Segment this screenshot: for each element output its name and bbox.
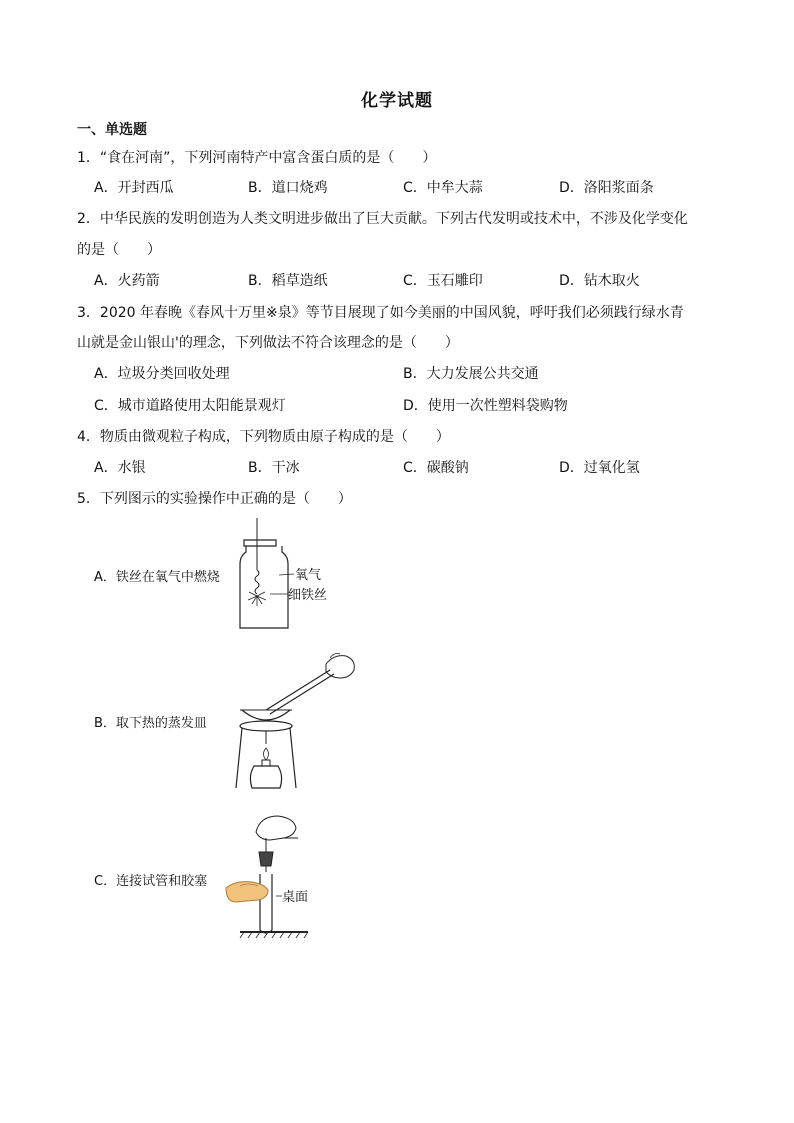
question-3-option-d: D．使用一次性塑料袋购物: [403, 398, 568, 414]
oxygen-label: 氧气: [295, 568, 322, 583]
test-tube-figure: [222, 808, 342, 942]
question-4-option-a: A．水银: [94, 460, 146, 476]
question-4-option-d: D．过氧化氢: [559, 460, 640, 476]
question-1-option-c: C．中牟大蒜: [403, 180, 483, 196]
question-5-option-c: C．连接试管和胶塞: [94, 874, 208, 889]
oxygen-bottle-figure: [236, 518, 366, 633]
question-1-option-b: B．道口烧鸡: [248, 180, 328, 196]
section-heading: 一、单选题: [77, 122, 147, 138]
question-2-option-d: D．钻木取火: [559, 273, 640, 289]
question-3-option-a: A．垃圾分类回收处理: [94, 366, 230, 382]
question-5-option-b: B．取下热的蒸发皿: [94, 716, 207, 731]
question-1-stem: 1．“食在河南”，下列河南特产中富含蛋白质的是（ ）: [77, 150, 437, 166]
evaporating-dish-figure: [226, 648, 366, 796]
question-1-option-a: A．开封西瓜: [94, 180, 174, 196]
question-4-option-c: C．碳酸钠: [403, 460, 469, 476]
question-3-option-c: C．城市道路使用太阳能景观灯: [94, 398, 286, 414]
question-5-stem: 5．下列图示的实验操作中正确的是（ ）: [77, 491, 352, 507]
question-2-stem-line2: 的是（ ）: [77, 242, 161, 258]
iron-wire-label: 细铁丝: [288, 588, 328, 603]
question-5-option-a: A．铁丝在氧气中燃烧: [94, 570, 220, 585]
question-2-option-a: A．火药箭: [94, 273, 160, 289]
question-2-option-c: C．玉石雕印: [403, 273, 483, 289]
question-3-stem-line1: 3．2020 年春晚《春风十万里※泉》等节目展现了如今美丽的中国风貌，呼吁我们必须践行绿水青: [77, 305, 684, 321]
page-title: 化学试题: [361, 91, 433, 111]
question-1-option-d: D．洛阳浆面条: [559, 180, 654, 196]
question-4-option-b: B．干冰: [248, 460, 300, 476]
question-3-option-b: B．大力发展公共交通: [403, 366, 539, 382]
question-4-stem: 4．物质由微观粒子构成，下列物质由原子构成的是（ ）: [77, 429, 450, 445]
question-2-stem-line1: 2．中华民族的发明创造为人类文明进步做出了巨大贡献。下列古代发明或技术中，不涉及化学变化: [77, 211, 688, 227]
desk-label: 桌面: [282, 890, 309, 905]
question-2-option-b: B．稻草造纸: [248, 273, 328, 289]
question-3-stem-line2: 山就是金山银山'的理念，下列做法不符合该理念的是（ ）: [77, 335, 459, 351]
